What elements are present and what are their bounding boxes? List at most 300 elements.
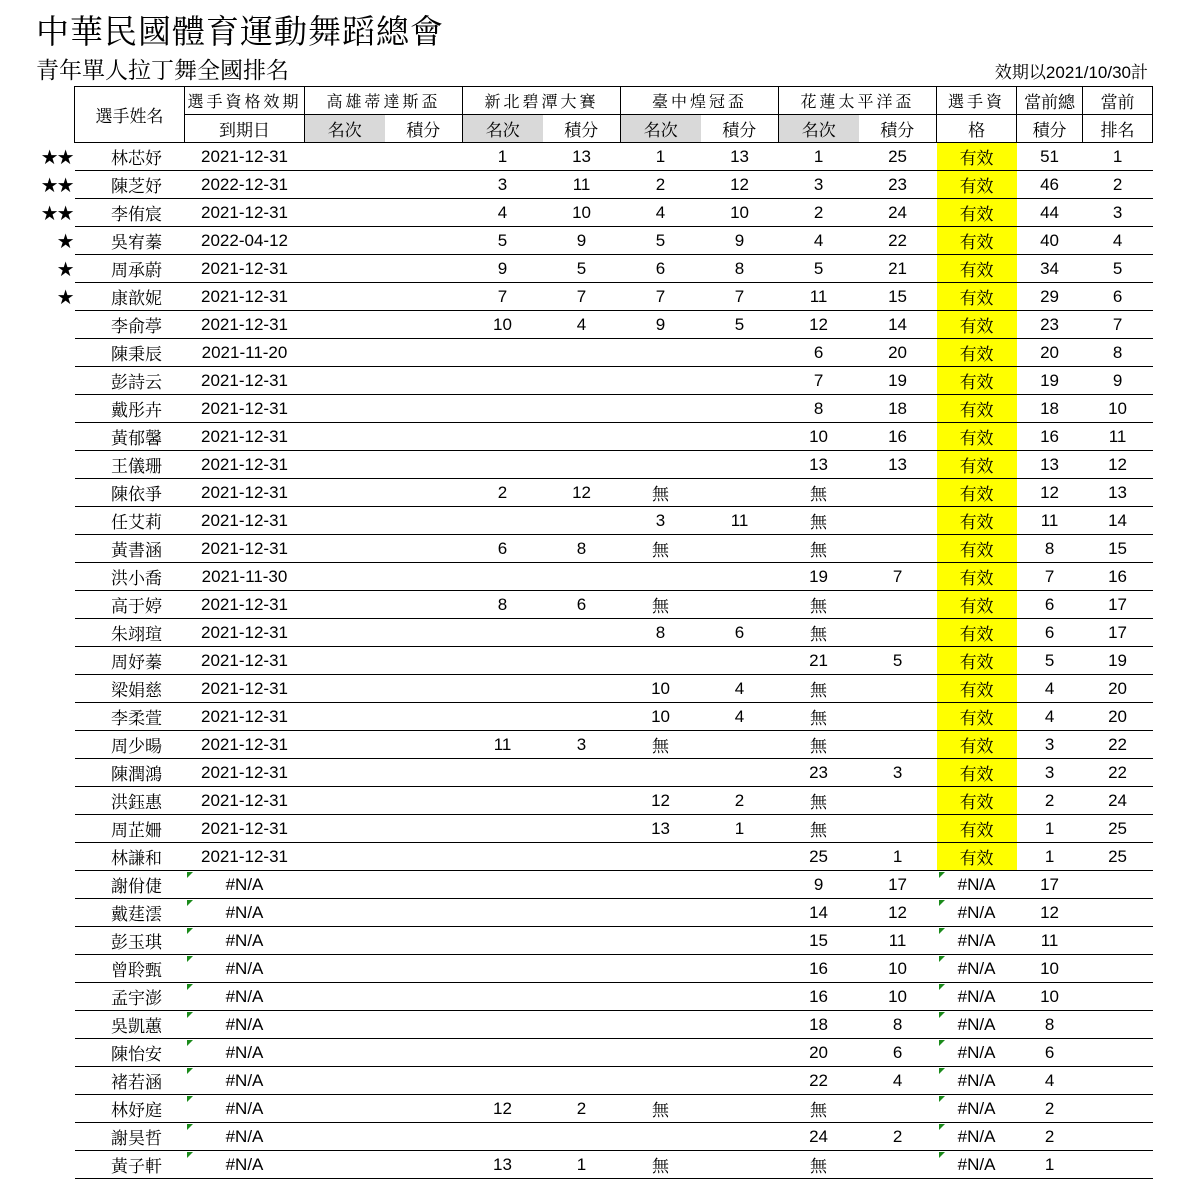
player-name (75, 1067, 185, 1095)
player-name-text: 戴莛澐 (111, 905, 162, 925)
comp4-rank: 無 (779, 703, 859, 731)
expiry-date: 2021-12-31 (185, 787, 305, 815)
table-row (75, 535, 1153, 563)
player-name-text: 林芯妤 (111, 149, 162, 169)
comp1-points (385, 227, 463, 255)
comp4-points (859, 1095, 937, 1123)
total-points: 4 (1017, 1067, 1083, 1095)
comp3-points (701, 1067, 779, 1095)
qualification: 有效 (937, 423, 1017, 451)
comp1-rank-header: 名次 (305, 115, 385, 143)
table-row (75, 759, 1153, 787)
current-rank: 16 (1083, 563, 1153, 591)
comp2-points (543, 675, 621, 703)
comp2-rank (463, 423, 543, 451)
current-rank (1083, 871, 1153, 899)
qualification: 有效 (937, 143, 1017, 171)
player-name-text: 吳凱蕙 (111, 1017, 162, 1037)
player-name (75, 423, 185, 451)
expiry-date: 2021-11-30 (185, 563, 305, 591)
total-points: 20 (1017, 339, 1083, 367)
comp2-points (543, 703, 621, 731)
comp4-points (859, 787, 937, 815)
qualification: 有效 (937, 283, 1017, 311)
player-name-text: 周芷姍 (111, 821, 162, 841)
total-points: 10 (1017, 955, 1083, 983)
table-row (75, 1151, 1153, 1179)
comp2-points: 6 (543, 591, 621, 619)
comp3-rank (621, 759, 701, 787)
comp4-rank: 16 (779, 955, 859, 983)
table-row (75, 1095, 1153, 1123)
current-rank: 20 (1083, 703, 1153, 731)
current-rank: 17 (1083, 591, 1153, 619)
qualification: 有效 (937, 731, 1017, 759)
comp1-rank (305, 1123, 385, 1151)
comp2-rank (463, 367, 543, 395)
comp2-rank (463, 759, 543, 787)
comp4-rank: 23 (779, 759, 859, 787)
comp1-rank (305, 955, 385, 983)
qualification: 有效 (937, 815, 1017, 843)
expiry-date: #N/A (185, 1011, 305, 1039)
qualification: #N/A (937, 1011, 1017, 1039)
comp4-points (859, 731, 937, 759)
comp4-rank: 12 (779, 311, 859, 339)
comp1-points (385, 1039, 463, 1067)
comp2-points (543, 759, 621, 787)
player-name-text: 黃子軒 (111, 1157, 162, 1177)
comp4-points (859, 675, 937, 703)
player-name-text: 陳秉辰 (111, 345, 162, 365)
comp3-points (701, 983, 779, 1011)
table-row (75, 703, 1153, 731)
comp1-points-header: 積分 (385, 115, 463, 143)
comp3-points (701, 955, 779, 983)
comp1-points (385, 395, 463, 423)
expiry-date: #N/A (185, 955, 305, 983)
comp2-rank: 8 (463, 591, 543, 619)
comp3-points (701, 451, 779, 479)
comp4-rank: 11 (779, 283, 859, 311)
current-rank: 25 (1083, 815, 1153, 843)
comp2-points (543, 983, 621, 1011)
current-rank (1083, 1151, 1153, 1179)
comp2-rank (463, 507, 543, 535)
comp2-points: 2 (543, 1095, 621, 1123)
comp1-rank (305, 507, 385, 535)
comp3-points (701, 591, 779, 619)
player-name (75, 731, 185, 759)
total-points: 1 (1017, 843, 1083, 871)
comp1-rank (305, 871, 385, 899)
comp2-points (543, 451, 621, 479)
comp2-rank (463, 955, 543, 983)
comp4-points: 7 (859, 563, 937, 591)
comp1-points (385, 423, 463, 451)
player-name-text: 林謙和 (111, 849, 162, 869)
player-name-text: 謝昊哲 (111, 1129, 162, 1149)
comp1-points (385, 703, 463, 731)
comp3-points: 7 (701, 283, 779, 311)
total-points: 29 (1017, 283, 1083, 311)
comp4-points: 12 (859, 899, 937, 927)
expiry-date: 2021-12-31 (185, 619, 305, 647)
player-name (75, 843, 185, 871)
comp1-points (385, 171, 463, 199)
comp1-rank (305, 1151, 385, 1179)
player-name-text: 周承蔚 (111, 261, 162, 281)
comp1-rank (305, 899, 385, 927)
comp1-points (385, 507, 463, 535)
comp2-points (543, 871, 621, 899)
table-row (75, 395, 1153, 423)
comp4-points: 14 (859, 311, 937, 339)
comp3-rank: 1 (621, 143, 701, 171)
comp2-points (543, 1067, 621, 1095)
player-name-text: 周妤蓁 (111, 653, 162, 673)
table-row (75, 815, 1153, 843)
comp2-rank: 12 (463, 1095, 543, 1123)
expiry-date: 2021-12-31 (185, 255, 305, 283)
comp1-rank (305, 227, 385, 255)
player-name-text: 任艾莉 (111, 513, 162, 533)
current-rank: 15 (1083, 535, 1153, 563)
player-name-text: 曾聆甄 (111, 961, 162, 981)
comp4-rank: 19 (779, 563, 859, 591)
effective-date: 效期以2021/10/30計 (994, 63, 1148, 82)
expiry-date: 2021-12-31 (185, 479, 305, 507)
comp1-rank (305, 647, 385, 675)
comp1-points (385, 787, 463, 815)
total-points: 46 (1017, 171, 1083, 199)
comp4-rank: 無 (779, 787, 859, 815)
comp1-points (385, 367, 463, 395)
comp2-points (543, 367, 621, 395)
player-name-text: 謝佾倢 (111, 877, 162, 897)
comp2-rank (463, 787, 543, 815)
table-row (75, 283, 1153, 311)
comp3-rank: 無 (621, 535, 701, 563)
comp2-points-header: 積分 (543, 115, 621, 143)
qualification: 有效 (937, 367, 1017, 395)
comp1-rank (305, 1039, 385, 1067)
current-rank: 5 (1083, 255, 1153, 283)
comp4-points (859, 507, 937, 535)
player-name-text: 黃書涵 (111, 541, 162, 561)
total-points: 6 (1017, 1039, 1083, 1067)
comp3-points: 13 (701, 143, 779, 171)
comp4-points: 3 (859, 759, 937, 787)
player-name (75, 1011, 185, 1039)
comp1-points (385, 255, 463, 283)
comp2-rank (463, 703, 543, 731)
comp3-points (701, 647, 779, 675)
comp2-points (543, 647, 621, 675)
comp2-points (543, 1039, 621, 1067)
expiry-date: #N/A (185, 871, 305, 899)
comp1-points (385, 731, 463, 759)
comp2-rank-header: 名次 (463, 115, 543, 143)
comp4-rank: 22 (779, 1067, 859, 1095)
total-points: 1 (1017, 815, 1083, 843)
player-name (75, 815, 185, 843)
qualification: 有效 (937, 759, 1017, 787)
comp2-points: 13 (543, 143, 621, 171)
table-row (75, 899, 1153, 927)
comp3-points: 5 (701, 311, 779, 339)
comp2-rank (463, 843, 543, 871)
total-points: 18 (1017, 395, 1083, 423)
comp3-rank (621, 1123, 701, 1151)
comp3-rank: 8 (621, 619, 701, 647)
comp2-rank (463, 815, 543, 843)
comp4-points: 6 (859, 1039, 937, 1067)
total-points: 2 (1017, 1123, 1083, 1151)
star-icon: ★ (56, 285, 73, 309)
comp1-rank (305, 619, 385, 647)
comp4-rank: 8 (779, 395, 859, 423)
table-row (75, 479, 1153, 507)
current-rank (1083, 955, 1153, 983)
col-rank-header-top: 當前 (1083, 87, 1153, 115)
comp4-rank: 24 (779, 1123, 859, 1151)
qualification: 有效 (937, 311, 1017, 339)
comp4-rank: 10 (779, 423, 859, 451)
comp3-rank: 12 (621, 787, 701, 815)
comp4-points (859, 1151, 937, 1179)
expiry-date: 2021-12-31 (185, 815, 305, 843)
expiry-date: 2021-12-31 (185, 199, 305, 227)
comp3-rank (621, 563, 701, 591)
comp1-points (385, 871, 463, 899)
comp1-rank (305, 787, 385, 815)
total-points: 17 (1017, 871, 1083, 899)
comp2-points (543, 339, 621, 367)
table-row (75, 955, 1153, 983)
col-name-header: 選手姓名 (75, 87, 185, 143)
player-name (56, 283, 185, 311)
comp4-rank: 18 (779, 1011, 859, 1039)
expiry-date: 2021-12-31 (185, 731, 305, 759)
comp1-points (385, 535, 463, 563)
comp3-rank: 無 (621, 591, 701, 619)
total-points: 16 (1017, 423, 1083, 451)
table-row (75, 311, 1153, 339)
comp2-rank: 4 (463, 199, 543, 227)
comp3-rank (621, 339, 701, 367)
comp1-points (385, 563, 463, 591)
comp2-points (543, 1123, 621, 1151)
player-name-text: 洪鈺惠 (111, 793, 162, 813)
comp3-points (701, 367, 779, 395)
comp2-rank (463, 675, 543, 703)
player-name-text: 陳依爭 (111, 485, 162, 505)
comp2-rank (463, 983, 543, 1011)
current-rank: 9 (1083, 367, 1153, 395)
comp1-points (385, 1123, 463, 1151)
comp4-points (859, 815, 937, 843)
page-title: 中華民國體育運動舞蹈總會 (36, 12, 444, 51)
comp2-rank: 10 (463, 311, 543, 339)
comp1-points (385, 479, 463, 507)
total-points: 11 (1017, 507, 1083, 535)
comp1-points (385, 1067, 463, 1095)
comp2-points: 5 (543, 255, 621, 283)
expiry-date: #N/A (185, 927, 305, 955)
comp2-rank (463, 339, 543, 367)
col-expiry-header: 到期日 (185, 115, 305, 143)
comp2-rank (463, 1067, 543, 1095)
player-name (75, 787, 185, 815)
comp3-rank (621, 1011, 701, 1039)
comp2-rank: 2 (463, 479, 543, 507)
current-rank: 7 (1083, 311, 1153, 339)
comp1-rank (305, 479, 385, 507)
comp3-rank (621, 451, 701, 479)
table-row (75, 143, 1153, 171)
comp3-points (701, 759, 779, 787)
comp3-rank: 無 (621, 731, 701, 759)
player-name-text: 李柔萱 (111, 709, 162, 729)
expiry-date: 2021-12-31 (185, 283, 305, 311)
comp2-points (543, 843, 621, 871)
qualification: 有效 (937, 507, 1017, 535)
player-name-text: 褚若涵 (111, 1073, 162, 1093)
current-rank: 10 (1083, 395, 1153, 423)
comp3-rank: 3 (621, 507, 701, 535)
current-rank: 17 (1083, 619, 1153, 647)
comp1-rank (305, 283, 385, 311)
table-row (75, 983, 1153, 1011)
comp4-points: 24 (859, 199, 937, 227)
star-icon: ★ (56, 257, 73, 281)
qualification: 有效 (937, 647, 1017, 675)
qualification: 有效 (937, 171, 1017, 199)
comp3-points (701, 535, 779, 563)
expiry-date: 2022-04-12 (185, 227, 305, 255)
total-points: 13 (1017, 451, 1083, 479)
player-name-text: 彭玉琪 (111, 933, 162, 953)
player-name (75, 759, 185, 787)
comp2-points: 8 (543, 535, 621, 563)
comp2-points: 7 (543, 283, 621, 311)
comp3-rank (621, 395, 701, 423)
player-name-text: 李侑宸 (111, 205, 162, 225)
current-rank (1083, 927, 1153, 955)
comp1-rank (305, 171, 385, 199)
comp3-points (701, 395, 779, 423)
comp4-points: 1 (859, 843, 937, 871)
comp3-points: 10 (701, 199, 779, 227)
comp2-rank: 9 (463, 255, 543, 283)
qualification: #N/A (937, 927, 1017, 955)
expiry-date: 2021-12-31 (185, 451, 305, 479)
current-rank: 22 (1083, 731, 1153, 759)
star-icon: ★★ (40, 173, 73, 197)
comp4-points: 10 (859, 955, 937, 983)
expiry-date: 2021-12-31 (185, 647, 305, 675)
expiry-date: 2021-12-31 (185, 591, 305, 619)
current-rank: 14 (1083, 507, 1153, 535)
comp3-rank (621, 843, 701, 871)
table-row (75, 339, 1153, 367)
table-row (75, 507, 1153, 535)
player-name (40, 171, 185, 199)
current-rank: 8 (1083, 339, 1153, 367)
player-name-text: 陳怡安 (111, 1045, 162, 1065)
comp4-points (859, 535, 937, 563)
comp1-rank (305, 143, 385, 171)
player-name (75, 339, 185, 367)
player-name (75, 899, 185, 927)
comp4-rank: 1 (779, 143, 859, 171)
player-name-text: 孟宇澎 (111, 989, 162, 1009)
comp2-rank (463, 1011, 543, 1039)
comp2-points: 3 (543, 731, 621, 759)
comp2-points (543, 563, 621, 591)
qualification: 有效 (937, 787, 1017, 815)
comp3-rank (621, 1039, 701, 1067)
comp2-rank (463, 563, 543, 591)
table-row (75, 1011, 1153, 1039)
qualification: 有效 (937, 619, 1017, 647)
comp1-points (385, 759, 463, 787)
comp4-points: 17 (859, 871, 937, 899)
current-rank (1083, 1095, 1153, 1123)
comp3-points (701, 1123, 779, 1151)
player-name (75, 927, 185, 955)
total-points: 23 (1017, 311, 1083, 339)
qualification: 有效 (937, 479, 1017, 507)
player-name-text: 洪小喬 (111, 569, 162, 589)
comp4-points (859, 479, 937, 507)
comp1-rank (305, 339, 385, 367)
table-row (75, 563, 1153, 591)
comp1-rank (305, 983, 385, 1011)
comp3-points: 8 (701, 255, 779, 283)
comp1-points (385, 1151, 463, 1179)
qualification: #N/A (937, 1067, 1017, 1095)
qualification: #N/A (937, 871, 1017, 899)
current-rank (1083, 1067, 1153, 1095)
comp3-rank: 4 (621, 199, 701, 227)
comp3-rank: 7 (621, 283, 701, 311)
total-points: 12 (1017, 899, 1083, 927)
comp4-rank: 13 (779, 451, 859, 479)
comp1-rank (305, 1095, 385, 1123)
comp1-rank (305, 1067, 385, 1095)
player-name (75, 619, 185, 647)
qualification: #N/A (937, 1123, 1017, 1151)
comp4-points (859, 703, 937, 731)
ranking-table (40, 86, 1153, 1179)
comp2-points: 10 (543, 199, 621, 227)
table-row (75, 843, 1153, 871)
star-icon: ★★ (40, 145, 73, 169)
comp1-rank (305, 255, 385, 283)
player-name (75, 1039, 185, 1067)
comp4-rank: 4 (779, 227, 859, 255)
current-rank: 11 (1083, 423, 1153, 451)
current-rank: 4 (1083, 227, 1153, 255)
col-comp2-header: 新北碧潭大賽 (463, 87, 621, 115)
current-rank: 25 (1083, 843, 1153, 871)
player-name-text: 朱翊瑄 (111, 625, 162, 645)
comp4-points: 13 (859, 451, 937, 479)
comp2-points: 1 (543, 1151, 621, 1179)
comp1-rank (305, 1011, 385, 1039)
